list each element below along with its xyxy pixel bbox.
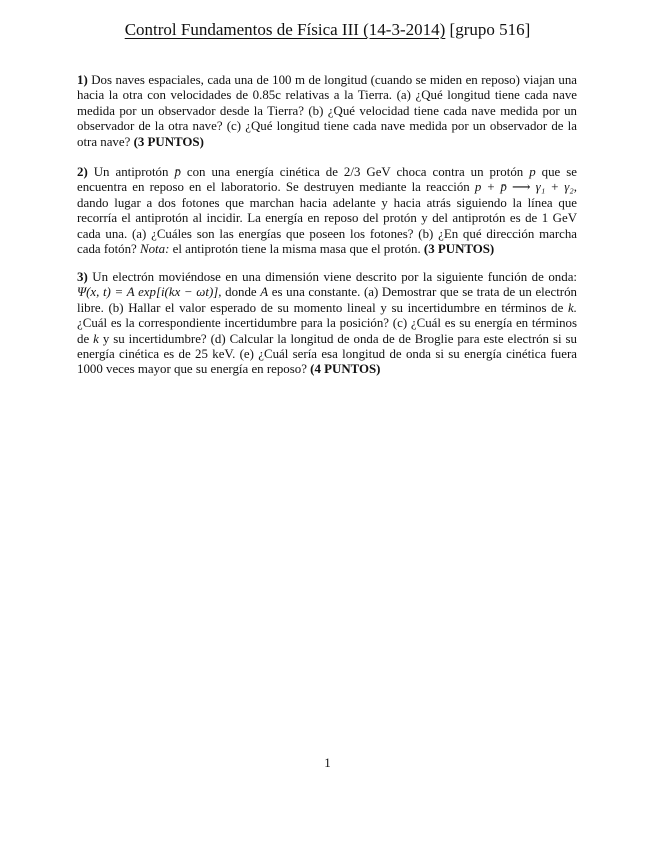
page-title xyxy=(0,20,655,40)
problem-number: 1) xyxy=(77,73,88,87)
problem-text: con una energía cinética de 2/3 GeV choca contra un protón xyxy=(186,165,524,179)
problem-text: Un electrón moviéndose en una dimensión viene descrito por la siguiente función de onda: xyxy=(92,270,577,284)
problem-number: 2) xyxy=(77,165,88,179)
exam-title: Control Fundamentos de Física III (14-3-2014) xyxy=(124,20,446,39)
problem-text: dando lugar a dos fotones que marchan hacia adelante y hacia atrás siguiendo la línea que recorría el antiprotón al incidir. La energía en reposo del protón y del antiprotón es de 1 GeV cada una. (a) ¿Cuáles son las energías que poseen los fotones? (b) ¿En qué dirección marcha cada fotón? xyxy=(77,195,577,257)
problem-2 xyxy=(77,165,577,257)
problem-text: Dos naves espaciales, cada una de 100 m de longitud (cuando se miden en reposo) viajan una hacia la otra con velocidades de 0.85c relativas a la Tierra. (a) ¿Qué longitud tiene cada nave medida por un observador desde la Tierra? (b) ¿Qué velocidad tiene cada nave medida por un observador de la otra nave? (c) ¿Qué longitud tiene cada nave medida por un observador de la otra nave? xyxy=(77,73,577,149)
wavenumber-symbol: k xyxy=(93,331,99,346)
problem-text: ¿Cuál es la correspondiente incertidumbre para la posición? (c) ¿Cuál es su energía en términos de xyxy=(77,316,577,346)
problem-points: (3 PUNTOS) xyxy=(133,134,204,149)
wavefunction-formula: Ψ(x, t) = A exp[i(kx − ωt)], xyxy=(77,285,222,300)
page-number: 1 xyxy=(324,755,331,770)
problem-3 xyxy=(77,270,577,378)
antiproton-symbol: p̄ xyxy=(174,165,181,179)
problem-text: y su incertidumbre? (d) Calcular la longitud de onda de de Broglie para este electrón si su energía cinética es de 25 keV. (e) ¿Cuál sería esa longitud de onda si su energía cinética fuera 1000 veces mayor que su energía en reposo? xyxy=(77,331,577,377)
group-label: [grupo 516] xyxy=(449,20,531,39)
problem-text: es una constante. (a) Demostrar que se trata de un electrón libre. (b) Hallar el valor esperado de su momento lineal y su incertidumbre en términos de xyxy=(77,285,577,315)
problem-points: (4 PUNTOS) xyxy=(310,362,381,377)
note-label: Nota: xyxy=(140,242,170,257)
problem-text: que se encuentra en reposo en el laboratorio. Se destruyen mediante la reacción xyxy=(77,165,577,195)
proton-symbol: p xyxy=(529,165,536,179)
reaction-equation: p + p̄ ⟶ γ₁ + γ₂, xyxy=(474,180,577,195)
wavenumber-symbol: k. xyxy=(568,300,577,315)
problem-1 xyxy=(77,73,577,150)
problem-points: (3 PUNTOS) xyxy=(423,242,495,257)
problem-text: donde xyxy=(225,285,257,300)
problem-number: 3) xyxy=(77,270,88,284)
note-text: el antiprotón tiene la misma masa que el protón. xyxy=(172,242,421,257)
problem-text: Un antiprotón xyxy=(93,165,169,179)
constant-symbol: A xyxy=(260,285,269,300)
